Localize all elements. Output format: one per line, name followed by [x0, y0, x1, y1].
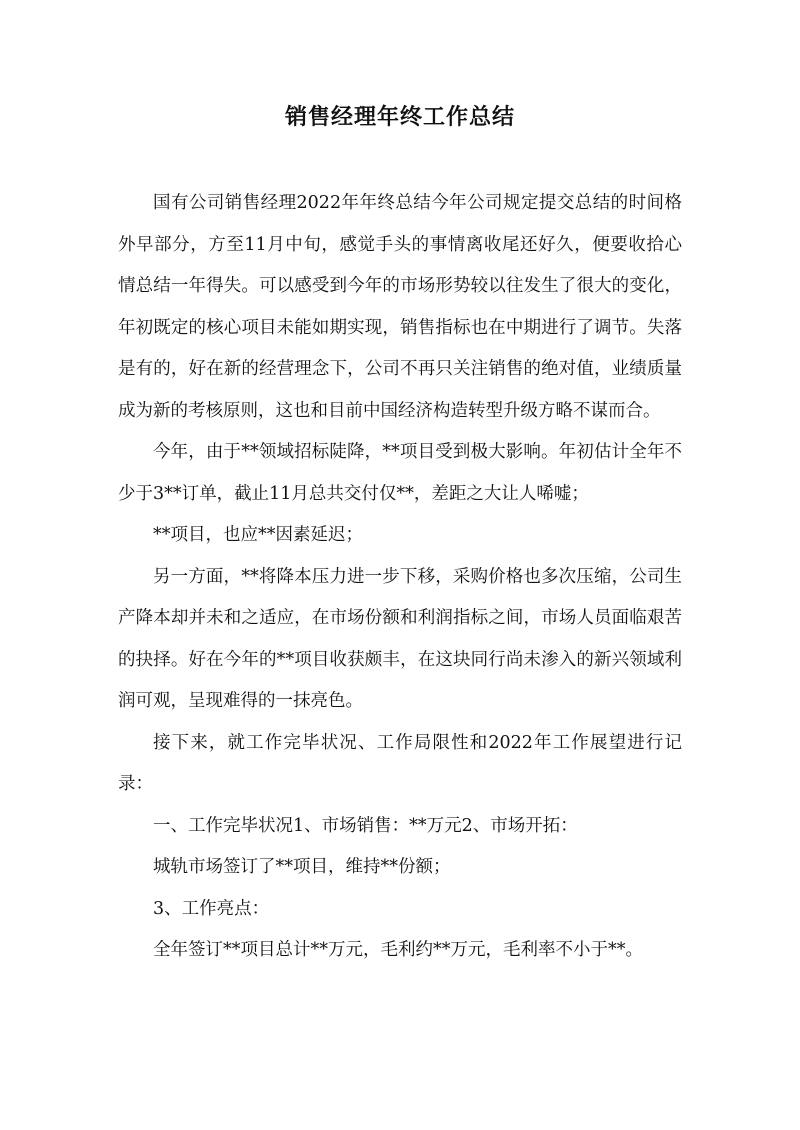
document-body	[118, 183, 682, 972]
paragraph-this-year: 今年，由于**领域招标陡降，**项目受到极大影响。年初估计全年不少于3**订单，截止11月总共交付仅**，差距之大让人唏嘘；	[118, 442, 682, 504]
paragraph-rail-market: 城轨市场签订了**项目，维持**份额；	[153, 857, 451, 877]
document-title: 销售经理年终工作总结	[284, 104, 515, 130]
paragraph-intro: 国有公司销售经理2022年年终总结今年公司规定提交总结的时间格外早部分，方至11月中旬，感觉手头的事情离收尾还好久，便要收拾心情总结一年得失。可以感受到今年的市场形势较以往发生了很大的变化，年初既定的核心项目未能如期实现，销售指标也在中期进行了调节。失落是有的，好在新的经营理念下，公司不再只关注销售的绝对值，业绩质量成为新的考核原则，这也和目前中国经济构造转型升级方略不谋而合。	[118, 193, 682, 421]
paragraph-project-delay: **项目，也应**因素延迟；	[153, 525, 363, 545]
paragraph-next: 接下来，就工作完毕状况、工作局限性和2022年工作展望进行记录：	[118, 732, 682, 794]
paragraph-section-one: 一、工作完毕状况1、市场销售：**万元2、市场开拓：	[153, 815, 578, 836]
paragraph-highlights-heading: 3、工作亮点：	[153, 898, 270, 919]
paragraph-annual-signing: 全年签订**项目总计**万元，毛利约**万元，毛利率不小于**。	[153, 940, 643, 960]
paragraph-other-aspect: 另一方面，**将降本压力进一步下移，采购价格也多次压缩，公司生产降本却并未和之适应，在市场份额和利润指标之间，市场人员面临艰苦的抉择。好在今年的**项目收获颇丰，在这块同行尚未渗入的新兴领域利润可观，呈现难得的一抹亮色。	[118, 566, 682, 711]
